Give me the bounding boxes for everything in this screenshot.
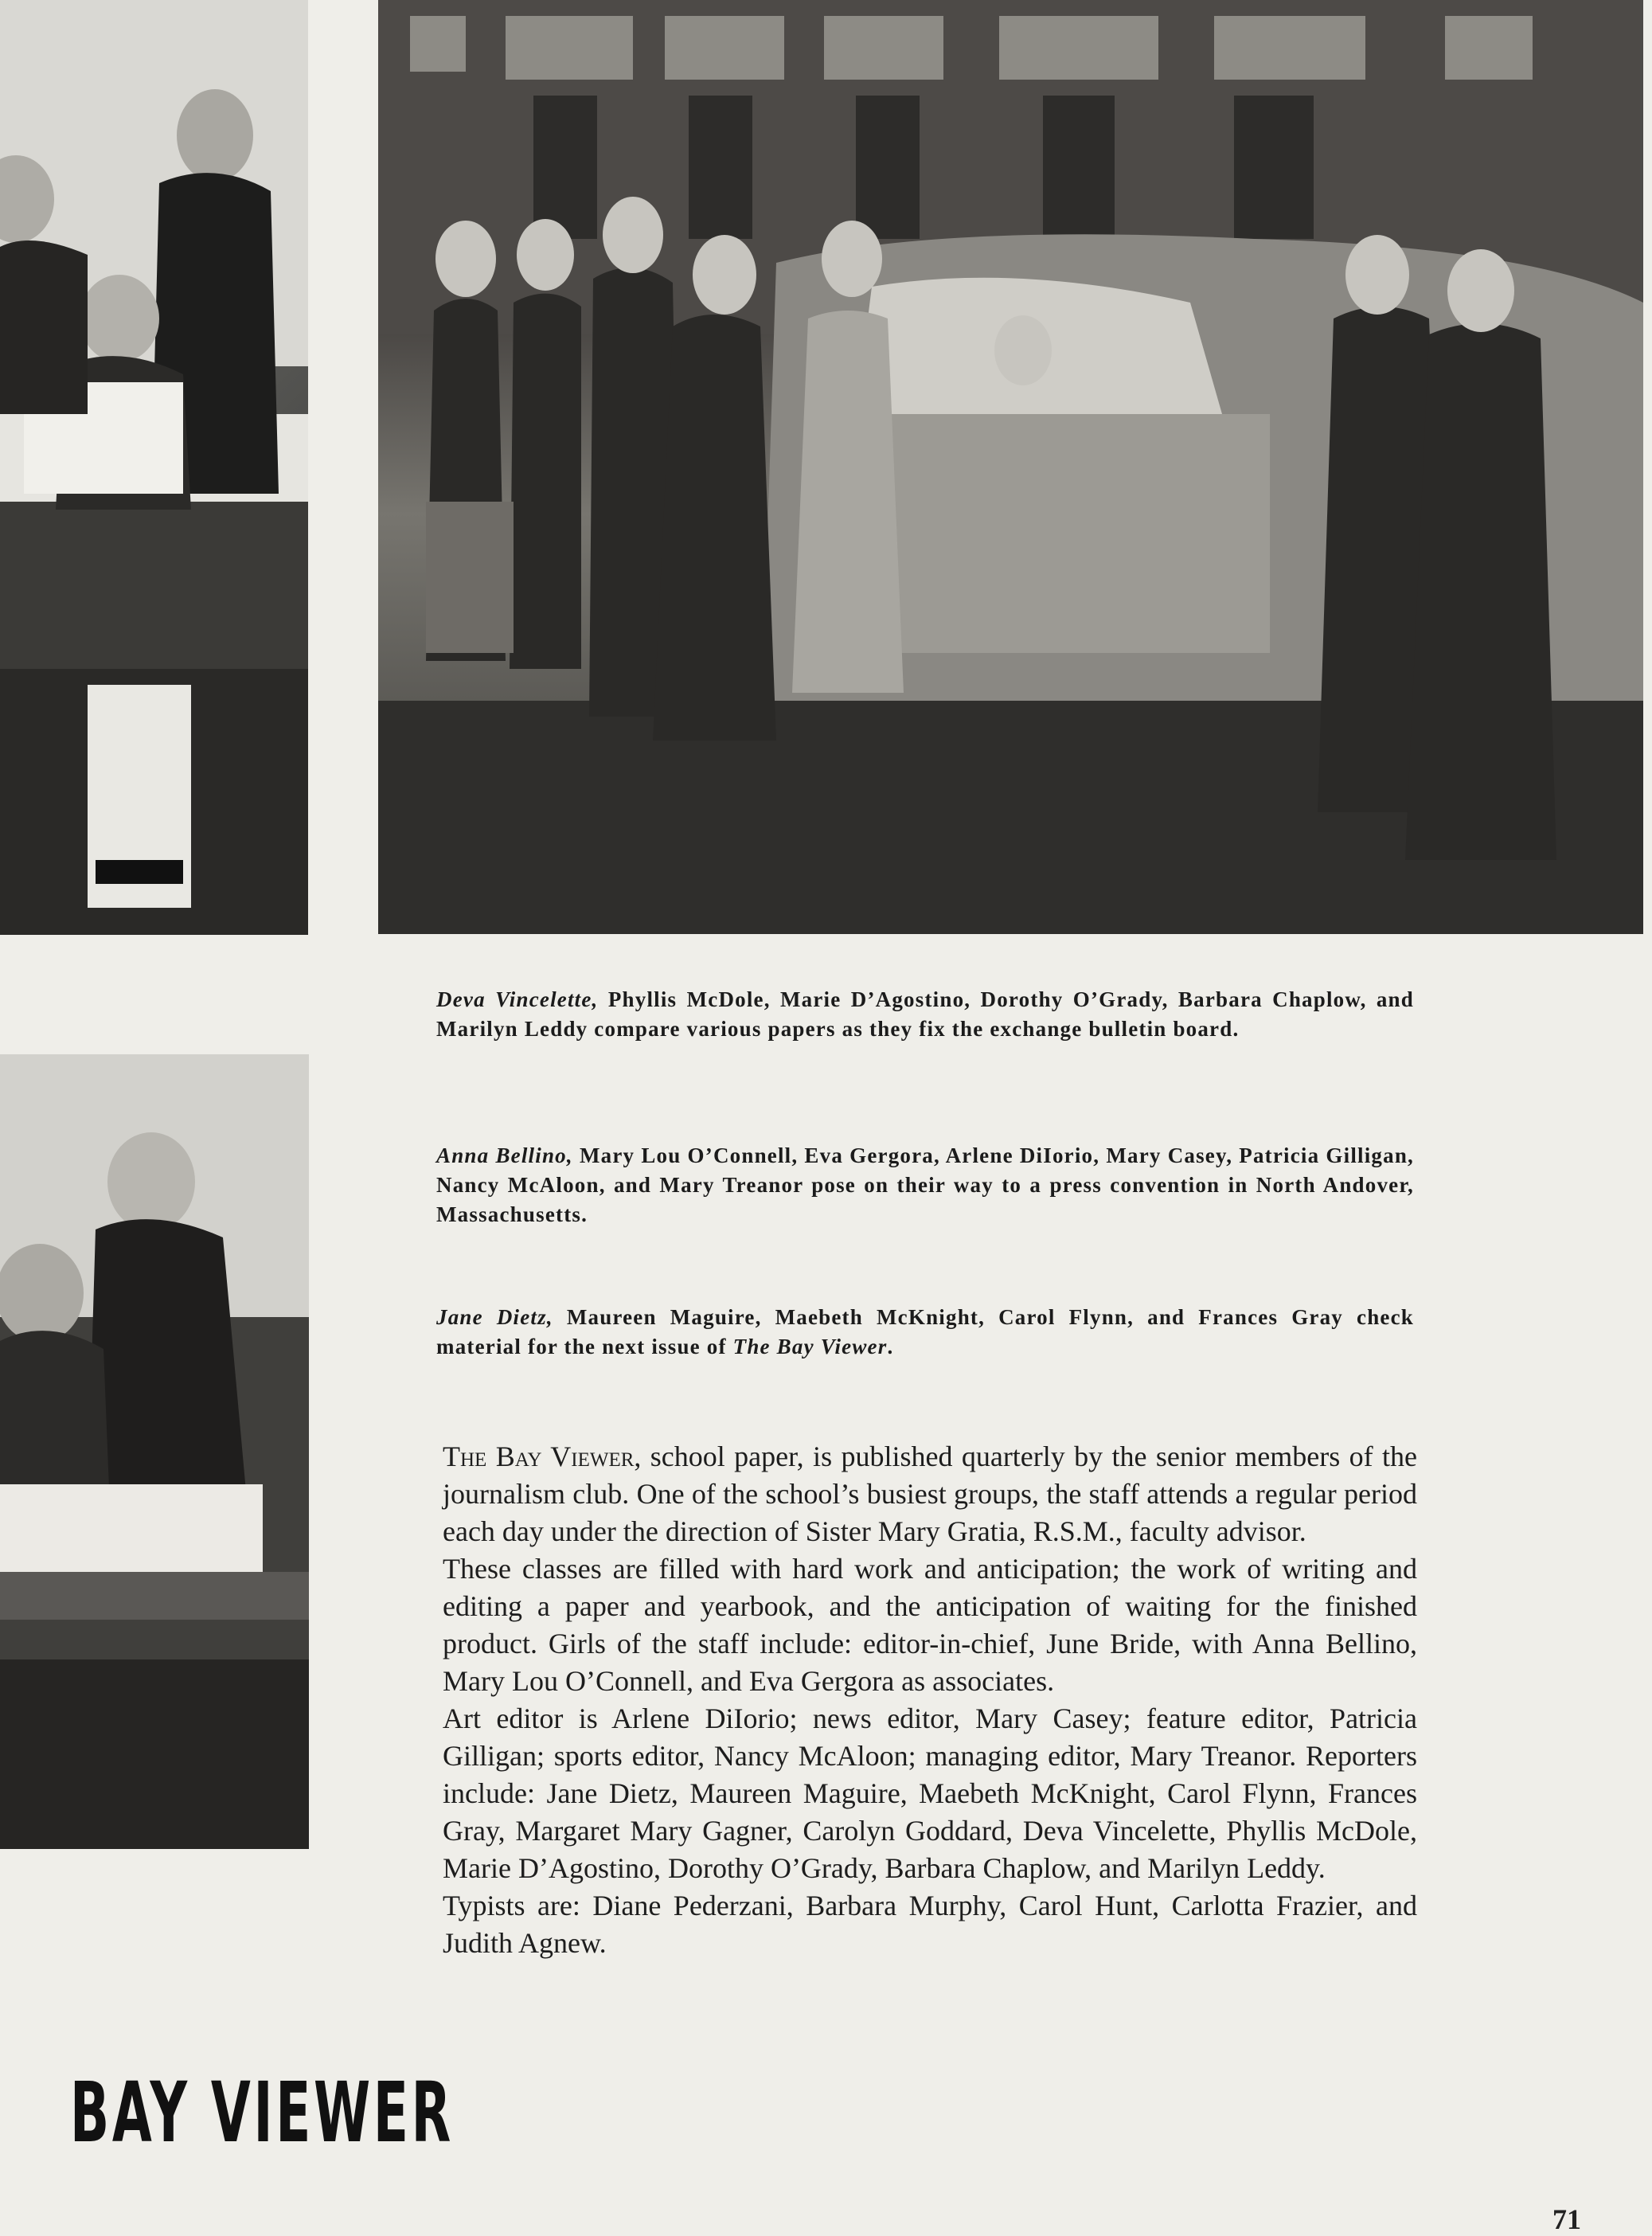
- article-body: [443, 1438, 1417, 1962]
- caption-text: Mary Lou O’Connell, Eva Gergora, Arlene DiIorio, Mary Casey, Patricia Gilligan, Nancy McAloon, and Mary Treanor pose on their way to a press convention in North Andover, Massachusetts.: [436, 1143, 1414, 1226]
- body-paragraph-4: Typists are: Diane Pederzani, Barbara Murphy, Carol Hunt, Carlotta Frazier, and Judith Agnew.: [443, 1890, 1417, 1959]
- photo-scene: [378, 0, 1643, 934]
- photo-girls-by-car: [378, 0, 1643, 934]
- caption-bulletin-board: [436, 985, 1414, 1044]
- caption-text: Maureen Maguire, Maebeth McKnight, Carol Flynn, and Frances Gray check material for the next issue of: [436, 1305, 1414, 1358]
- body-paragraph-3: Art editor is Arlene DiIorio; news editor, Mary Casey; feature editor, Patricia Gilligan; sports editor, Nancy McAloon; managing editor, Mary Treanor. Reporters include: Jane Dietz, Maureen Maguire, Maebeth McKnight, Carol Flynn, Frances Gray, Margaret Mary Gagner, Carolyn Goddard, Deva Vincelette, Phyllis McDole, Marie D’Agostino, Dorothy O’Grady, Barbara Chaplow, and Marilyn Leddy.: [443, 1702, 1417, 1884]
- body-paragraph-2: These classes are filled with hard work and anticipation; the work of writing and editing a paper and yearbook, and the anticipation of waiting for the finished product. Girls of the staff include: editor-in-chief, June Bride, with Anna Bellino, Mary Lou O’Connell, and Eva Gergora as associates.: [443, 1553, 1417, 1697]
- photo-scene: [0, 1054, 309, 1849]
- body-publication-title: The Bay Viewer: [443, 1440, 635, 1472]
- caption-check-material: [436, 1303, 1414, 1362]
- caption-press-convention: [436, 1141, 1414, 1229]
- caption-end: .: [887, 1335, 894, 1358]
- caption-lead-name: Anna Bellino,: [436, 1143, 573, 1167]
- caption-lead-name: Deva Vincelette,: [436, 987, 599, 1011]
- photo-girls-checking-material: [0, 1054, 309, 1849]
- page-number: 71: [1552, 2203, 1581, 2235]
- caption-lead-name: Jane Dietz,: [436, 1305, 553, 1329]
- caption-publication-title: The Bay Viewer: [732, 1335, 888, 1358]
- section-title: BAY VIEWER: [70, 2064, 454, 2161]
- photo-scene: [0, 0, 308, 935]
- body-paragraph-1-text: , school paper, is published quarterly by the senior members of the journalism club. One of the school’s busiest groups, the staff attends a regular period each day under the direction of Sister Mary Gratia, R.S.M., faculty advisor.: [443, 1440, 1417, 1547]
- caption-text: Phyllis McDole, Marie D’Agostino, Dorothy O’Grady, Barbara Chaplow, and Marilyn Leddy compare various papers as they fix the exchange bulletin board.: [436, 987, 1414, 1041]
- photo-girls-at-bulletin-board: [0, 0, 308, 935]
- body-paragraph-1: [443, 1438, 1417, 1550]
